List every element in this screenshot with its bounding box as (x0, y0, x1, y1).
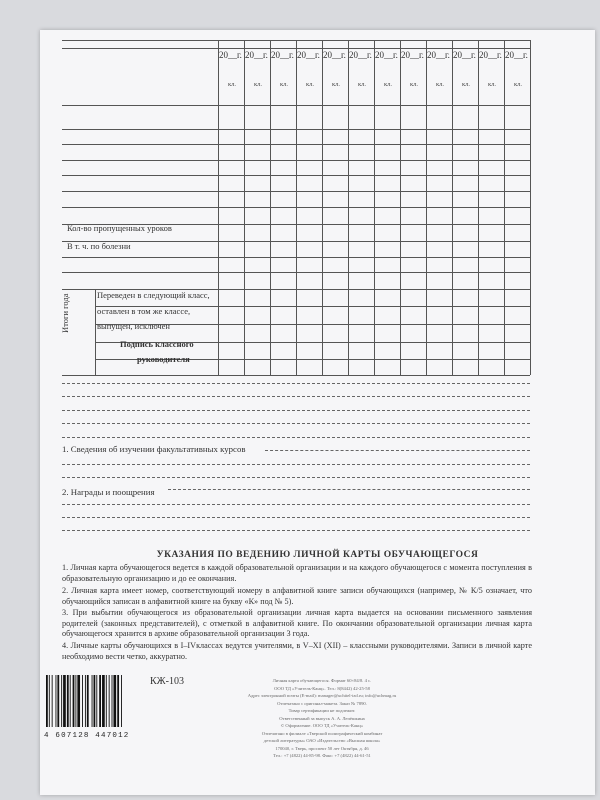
instruction-paragraph-3: 3. При выбытии обучающегося из образовательной организации личная карта выдается на основании письменного заявления родителей (законных представителей), с отметкой в алфавитной книге. По окончании образовательной организации личная карта обучающегося хранится в архиве образовательной организации 3 года. (62, 608, 532, 638)
dashed-line (62, 504, 530, 505)
class-header: кл. (384, 81, 393, 88)
table-column-line (296, 40, 297, 375)
barcode-bar (121, 675, 122, 727)
class-header: кл. (410, 81, 419, 88)
table-column-line (244, 40, 245, 375)
table-column-line (400, 40, 401, 375)
table-column-line (426, 40, 427, 375)
imprint-line: Личная карта обучающегося. Формат 60×84/8. 4 с. (272, 678, 372, 683)
awards-label: 2. Награды и поощрения (62, 487, 155, 497)
year-header: 20__г. (505, 50, 528, 60)
table-column-line (504, 40, 505, 375)
barcode-bar (82, 675, 83, 727)
year-header: 20__г. (349, 50, 372, 60)
barcode-bar (70, 675, 71, 727)
barcode-bar (85, 675, 86, 727)
barcode-bar (75, 675, 76, 727)
barcode-bar (99, 675, 101, 727)
dashed-line (62, 396, 530, 397)
class-header: кл. (514, 81, 523, 88)
class-header: кл. (436, 81, 445, 88)
imprint-line: 170040, г. Тверь, проспект 50 лет Октября, д. 46 (275, 745, 369, 751)
year-header: 20__г. (219, 50, 242, 60)
class-header: кл. (254, 81, 263, 88)
signature-label-line2: руководителя (137, 354, 190, 364)
imprint-line: Отпечатано в филиале «Тверской полиграфический комбинат (261, 730, 383, 736)
imprint-line: детской литературы» ОАО «Издательство «Высшая школа» (263, 738, 381, 743)
year-header: 20__г. (323, 50, 346, 60)
imprint-line: Адрес электронной почты (E-mail): manager@uchitel-izd.ru; info@uchmag.ru (247, 693, 397, 698)
dashed-line (62, 410, 530, 411)
barcode-bar (94, 675, 96, 727)
class-header: кл. (228, 81, 237, 88)
barcode-bar (56, 675, 57, 727)
table-column-line (478, 40, 479, 375)
class-header: кл. (280, 81, 289, 88)
barcode-bars (44, 675, 144, 727)
transfer-label-line2: оставлен в том же классе, (97, 306, 191, 316)
year-header: 20__г. (245, 50, 268, 60)
barcode-digits: 4 607128 447012 (44, 732, 130, 740)
signature-label-line1: Подпись классного (120, 339, 194, 349)
class-header: кл. (306, 81, 315, 88)
table-column-line (95, 289, 96, 375)
barcode-bar (102, 675, 105, 727)
form-code: КЖ-103 (150, 676, 184, 687)
table-column-line (452, 40, 453, 375)
year-header: 20__г. (271, 50, 294, 60)
electives-label: 1. Сведения об изучении факультативных курсов (62, 444, 246, 454)
dashed-line (62, 423, 530, 424)
class-header: кл. (332, 81, 341, 88)
dashed-line (62, 464, 530, 465)
transfer-label-line1: Переведен в следующий класс, (97, 290, 210, 300)
imprint-block (222, 677, 422, 760)
imprint-line: Отпечатано с оригинал-макета. Заказ № 7890. (277, 700, 367, 706)
imprint-line: Тел.: +7 (4822) 44-85-98. Факс: +7 (4822) 44-61-51 (273, 753, 371, 758)
barcode-bar (109, 675, 110, 727)
year-header: 20__г. (401, 50, 424, 60)
barcode-bar (96, 675, 97, 727)
dashed-line (62, 437, 530, 438)
barcode-bar (113, 675, 116, 727)
barcode (44, 675, 144, 740)
year-header: 20__г. (453, 50, 476, 60)
barcode-bar (61, 675, 62, 727)
year-header: 20__г. (375, 50, 398, 60)
instructions-title: УКАЗАНИЯ ПО ВЕДЕНИЮ ЛИЧНОЙ КАРТЫ ОБУЧАЮЩЕГОСЯ (156, 550, 479, 560)
barcode-bar (57, 675, 59, 727)
barcode-bar (106, 675, 107, 727)
imprint-line: © Оформление. ООО ТД «Учитель-Канц» (280, 723, 364, 728)
barcode-bar (117, 675, 119, 727)
table-column-line (374, 40, 375, 375)
dashed-line (265, 450, 530, 451)
barcode-bar (92, 675, 93, 727)
barcode-bar (63, 675, 66, 727)
year-results-label: Итоги года (60, 293, 70, 333)
instruction-paragraph-1: 1. Личная карта обучающегося ведется в каждой образовательной организации и на каждого обучающегося с момента поступления в образовательную организацию и до ее окончания. (62, 563, 532, 583)
dashed-line (62, 383, 530, 384)
class-header: кл. (488, 81, 497, 88)
barcode-bar (112, 675, 113, 727)
imprint-line: Ответственный за выпуск А. А. Лепёшкина (279, 715, 365, 721)
imprint-line: Товар сертификации не подлежит. (288, 708, 356, 713)
barcode-bar (52, 675, 53, 727)
illness-label: В т. ч. по болезни (67, 241, 131, 251)
class-header: кл. (462, 81, 471, 88)
year-header: 20__г. (479, 50, 502, 60)
table-column-line (270, 40, 271, 375)
missed-lessons-label: Кол-во пропущенных уроков (67, 223, 172, 233)
table-column-line (348, 40, 349, 375)
year-header: 20__г. (427, 50, 450, 60)
transfer-label-line3: выпущен, исключен (97, 321, 170, 331)
dashed-line (62, 477, 530, 478)
dashed-line (62, 517, 530, 518)
dashed-line (62, 530, 530, 531)
document-page (40, 30, 595, 795)
table-column-line (530, 40, 531, 375)
year-header: 20__г. (297, 50, 320, 60)
instruction-paragraph-4: 4. Личные карты обучающихся в I–IVклассах ведутся учителями, в V–XI (XII) – классными руководителями. Записи в личной карте необходимо вести четко, аккуратно. (62, 641, 532, 661)
instruction-paragraph-2: 2. Личная карта имеет номер, соответствующий номеру в алфавитной книге записи обучающихся (например, № К/5 означает, что обучающийся записан в алфавитной книге на букву «К» под № 5). (62, 586, 532, 606)
class-header: кл. (358, 81, 367, 88)
table-row-line (62, 375, 530, 376)
barcode-bar (49, 675, 50, 727)
dashed-line (168, 489, 530, 490)
table-column-line (322, 40, 323, 375)
imprint-line: ООО ТД «Учитель-Канц». Тел.: 8(8442) 42-25-58 (274, 685, 370, 691)
barcode-bar (67, 675, 69, 727)
barcode-bar (73, 675, 75, 727)
barcode-bar (46, 675, 48, 727)
table-column-line (218, 40, 219, 375)
barcode-bar (87, 675, 89, 727)
barcode-bar (77, 675, 80, 727)
